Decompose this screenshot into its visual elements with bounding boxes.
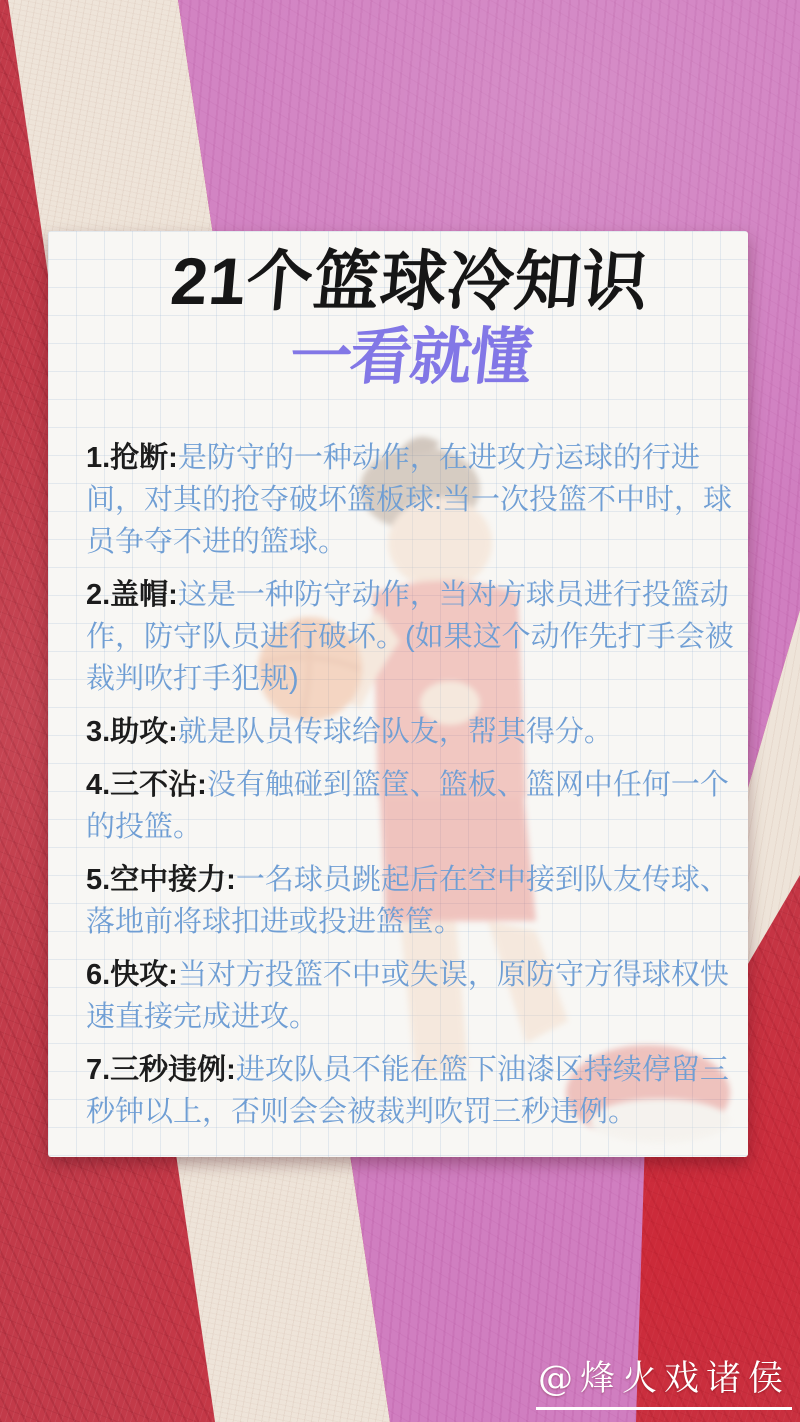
fact-term: 1.抢断: xyxy=(86,442,178,474)
fact-item-alleyoop xyxy=(86,859,734,943)
watermark-handle: @烽火戏诸侯 xyxy=(536,1351,792,1410)
fact-item-assist xyxy=(86,711,734,753)
fact-term: 2.盖帽: xyxy=(86,579,178,611)
fact-item-block xyxy=(86,574,734,700)
card-title: 21个篮球冷知识 xyxy=(168,244,652,318)
fact-definition: 进攻队员不能在篮下油漆区持续停留三秒钟以上，否则会会被裁判吹罚三秒违例。 xyxy=(86,1054,729,1128)
fact-definition: 就是队员传球给队友，帮其得分。 xyxy=(177,716,613,748)
facts-list xyxy=(86,437,734,1133)
card-subtitle: 一看就懂 xyxy=(286,323,534,392)
fact-item-steal xyxy=(86,437,734,563)
fact-term: 6.快攻: xyxy=(86,959,178,991)
fact-definition: 没有触碰到篮筐、篮板、篮网中任何一个的投篮。 xyxy=(86,769,729,843)
fact-item-three-seconds xyxy=(86,1049,734,1133)
fact-term: 7.三秒违例: xyxy=(86,1054,236,1086)
fact-item-airball xyxy=(86,764,734,848)
fact-definition: 一名球员跳起后在空中接到队友传球、落地前将球扣进或投进篮筐。 xyxy=(86,864,729,938)
fact-definition: 这是一种防守动作，当对方球员进行投篮动作，防守队员进行破坏。(如果这个动作先打手会被裁判吹打手犯规) xyxy=(86,579,734,695)
fact-item-fastbreak xyxy=(86,954,734,1038)
fact-term: 3.助攻: xyxy=(86,716,178,748)
fact-term: 4.三不沾: xyxy=(86,769,207,801)
fact-definition: 是防守的一种动作，在进攻方运球的行进间，对其的抢夺破坏篮板球:当一次投篮不中时，球员争夺不进的篮球。 xyxy=(86,442,733,558)
fact-term: 5.空中接力: xyxy=(86,864,236,896)
knowledge-card xyxy=(48,231,748,1157)
fact-definition: 当对方投篮不中或失误，原防守方得球权快速直接完成进攻。 xyxy=(86,959,729,1033)
